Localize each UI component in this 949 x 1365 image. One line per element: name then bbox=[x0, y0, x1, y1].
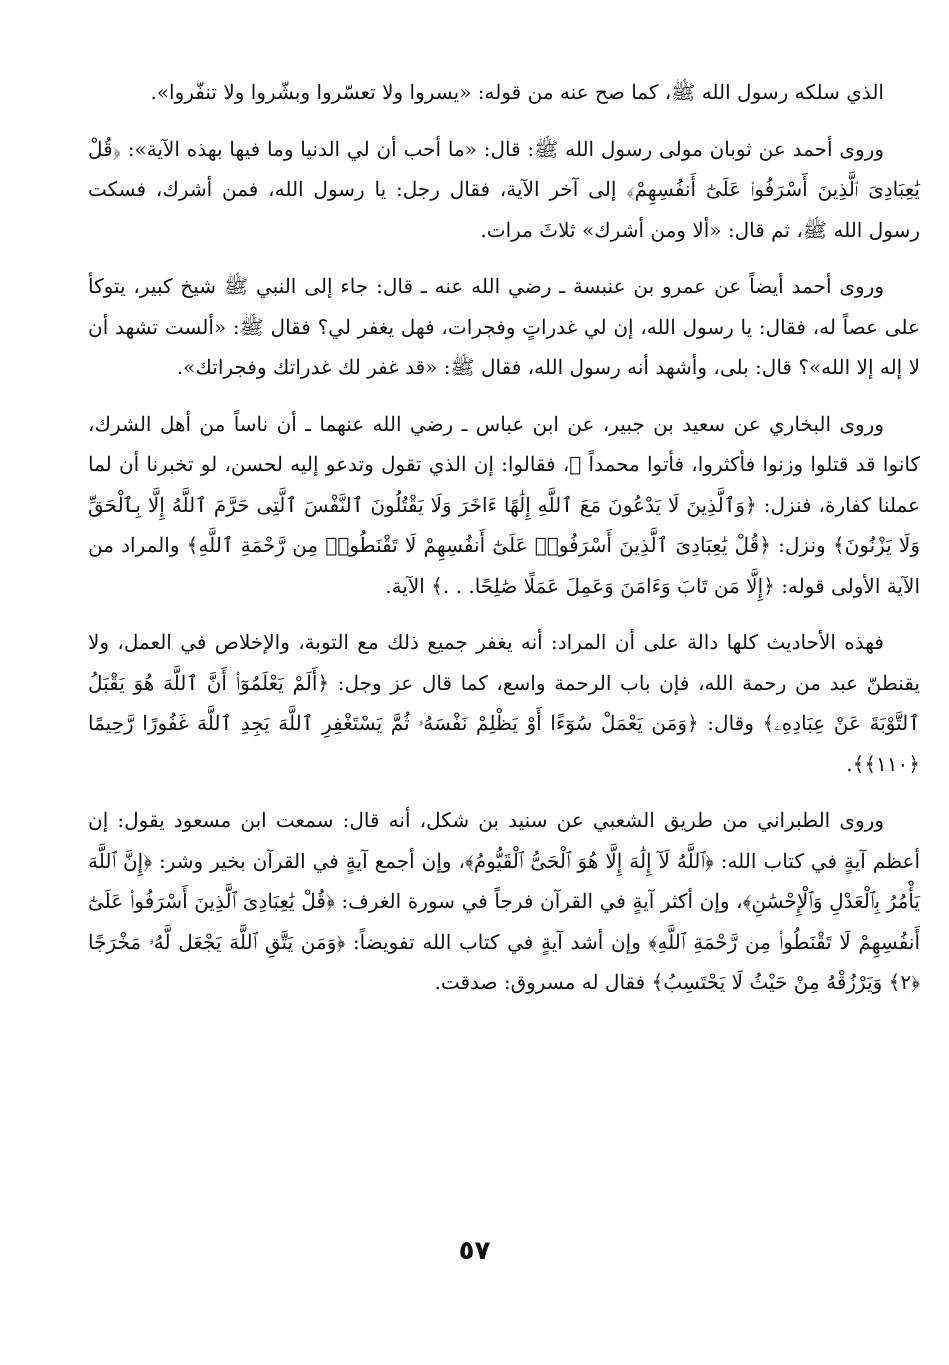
paragraph-3: وروى أحمد أيضاً عن عمرو بن عنبسة ـ رضي الله عنه ـ قال: جاء إلى النبي ﷺ شيخ كبير، يتوكأ على عصاً له، فقال: يا رسول الله، إن لي غدراتٍ وفجرات، فهل يغفر لي؟ فقال ﷺ: «ألست تشهد أن لا إله إلا الله»؟ قال: بلى، وأشهد أنه رسول الله، فقال ﷺ: «قد غفر لك غدراتك وفجراتك». bbox=[88, 274, 920, 379]
page-body bbox=[88, 72, 920, 1019]
paragraph-4: وروى البخاري عن سعيد بن جبير، عن ابن عباس ـ رضي الله عنهما ـ أن ناساً من أهل الشرك، كانوا قد قتلوا وزنوا فأكثروا، فأتوا محمداً ﷺ، فقالوا: إن الذي تقول وتدعو إليه لحسن، لو تخبرنا أن لما عملنا كفارة، فنزل: ﴿وَٱلَّذِينَ لَا يَدْعُونَ مَعَ ٱللَّهِ إِلَٰهًا ءَاخَرَ وَلَا يَقْتُلُونَ ٱلنَّفْسَ ٱلَّتِى حَرَّمَ ٱللَّهُ إِلَّا بِٱلْحَقِّ وَلَا يَزْنُونَ﴾ ونزل: ﴿قُلْ يَٰعِبَادِىَ ٱلَّذِينَ أَسْرَفُوا۟ عَلَىٰٓ أَنفُسِهِمْ لَا تَقْنَطُوا۟ مِن رَّحْمَةِ ٱللَّهِ﴾ والمراد من الآية الأولى قوله: ﴿إِلَّا مَن تَابَ وَءَامَنَ وَعَمِلَ عَمَلًا صَٰلِحًا. . .﴾ الآية. bbox=[88, 411, 920, 598]
page-number: ٥٧ bbox=[458, 1236, 491, 1266]
paragraph-1: الذي سلكه رسول الله ﷺ، كما صح عنه من قوله: «يسروا ولا تعسّروا وبشّروا ولا تنفّروا». bbox=[150, 80, 884, 104]
paragraph-6: وروى الطبراني من طريق الشعبي عن سنيد بن شكل، أنه قال: سمعت ابن مسعود يقول: إن أعظم آيةٍ في كتاب الله: ﴿ٱللَّهُ لَآ إِلَٰهَ إِلَّا هُوَ ٱلْحَىُّ ٱلْقَيُّومُ﴾، وإن أجمع آيةٍ في القرآن بخير وشر: ﴿إِنَّ ٱللَّهَ يَأْمُرُ بِٱلْعَدْلِ وَٱلْإِحْسَٰنِ﴾، وإن أكثر آيةٍ في القرآن فرجاً في سورة الغرف: ﴿قُلْ يَٰعِبَادِىَ ٱلَّذِينَ أَسْرَفُوا۟ عَلَىٰٓ أَنفُسِهِمْ لَا تَقْنَطُوا۟ مِن رَّحْمَةِ ٱللَّهِ﴾ وإن أشد آيةٍ في كتاب الله تفويضاً: ﴿وَمَن يَتَّقِ ٱللَّهَ يَجْعَل لَّهُۥ مَخْرَجًا ﴿٢﴾ وَيَرْزُقْهُ مِنْ حَيْثُ لَا يَحْتَسِبُ﴾ فقال له مسروق: صدقت. bbox=[88, 808, 920, 994]
paragraph-5: فهذه الأحاديث كلها دالة على أن المراد: أنه يغفر جميع ذلك مع التوبة، والإخلاص في العمل، ولا يقنطنّ عبد من رحمة الله، فإن باب الرحمة واسع، كما قال عز وجل: ﴿أَلَمْ يَعْلَمُوٓا۟ أَنَّ ٱللَّهَ هُوَ يَقْبَلُ ٱلتَّوْبَةَ عَنْ عِبَادِهِۦ﴾ وقال: ﴿وَمَن يَعْمَلْ سُوٓءًا أَوْ يَظْلِمْ نَفْسَهُۥ ثُمَّ يَسْتَغْفِرِ ٱللَّهَ يَجِدِ ٱللَّهَ غَفُورًا رَّحِيمًا ﴿١١٠﴾﴾. bbox=[88, 630, 920, 776]
paragraph-2: وروى أحمد عن ثوبان مولى رسول الله ﷺ: قال: «ما أحب أن لي الدنيا وما فيها بهذه الآية»: ﴿قُلْ يَٰعِبَادِىَ ٱلَّذِينَ أَسْرَفُوا۟ عَلَىٰٓ أَنفُسِهِمْ﴾ إلى آخر الآية، فقال رجل: يا رسول الله، فمن أشرك، فسكت رسول الله ﷺ، ثم قال: «ألا ومن أشرك» ثلاثَ مرات. bbox=[88, 136, 920, 242]
